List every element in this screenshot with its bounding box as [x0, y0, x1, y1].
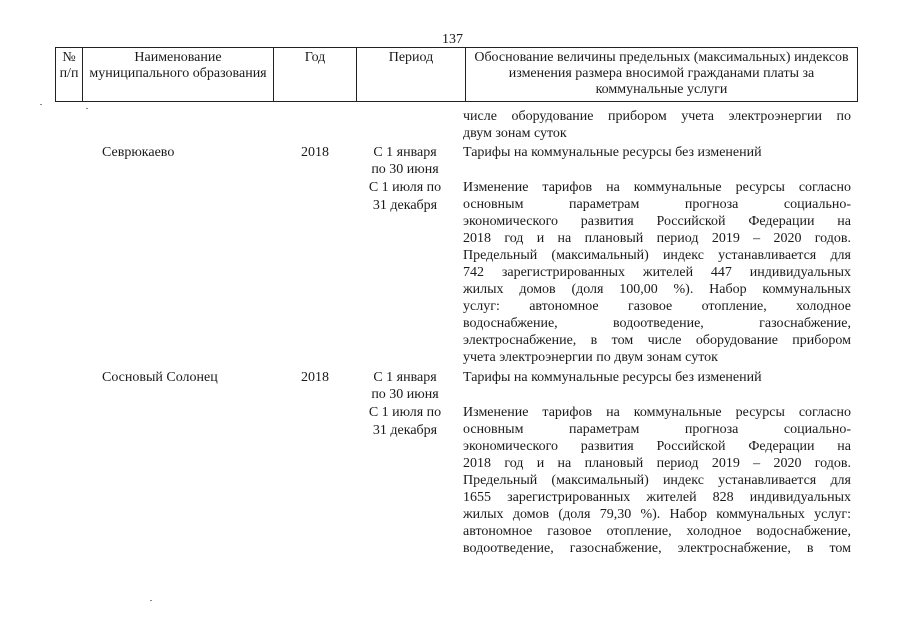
basis-line: Предельный (максимальный) индекс устанавливается для [463, 473, 851, 488]
row-period2-line: С 1 июля по [368, 405, 442, 420]
basis-line: основным параметрам прогноза социально- [463, 422, 851, 437]
row-period1-line: С 1 января [373, 145, 437, 160]
basis-line: Предельный (максимальный) индекс устанавливается для [463, 248, 851, 263]
row-period1-line: С 1 января [373, 370, 437, 385]
basis-line: жилых домов (доля 79,30 %). Набор коммунальных услуг: [463, 507, 851, 522]
row-name: Севрюкаево [102, 145, 175, 160]
basis-line: учета электроэнергии по двум зонам суток [463, 350, 718, 365]
row-period2-line: 31 декабря [372, 423, 438, 438]
row-basis2 [463, 404, 851, 557]
row-basis1: Тарифы на коммунальные ресурсы без изменений [463, 370, 762, 385]
page-number: 137 [442, 32, 463, 47]
basis-line: 2018 год и на плановый период 2019 – 2020 годов. [463, 231, 851, 246]
row-period2-line: С 1 июля по [368, 180, 442, 195]
basis-line: 1655 зарегистрированных жителей 828 индивидуальных [463, 490, 851, 505]
row-basis2 [463, 179, 851, 366]
row-year: 2018 [301, 370, 329, 385]
scan-speck [40, 104, 42, 105]
basis-line: экономического развития Российской Федерации на [463, 214, 851, 229]
basis-line: экономического развития Российской Федерации на [463, 439, 851, 454]
row-name: Сосновый Солонец [102, 370, 218, 385]
basis-line: электроснабжение, в том числе оборудование прибором [463, 333, 851, 348]
basis-line: Изменение тарифов на коммунальные ресурсы согласно [463, 405, 851, 420]
basis-line: услуг: автономное газовое отопление, холодное [463, 299, 851, 314]
row-period1-line: по 30 июня [371, 387, 439, 402]
basis-line: Изменение тарифов на коммунальные ресурсы согласно [463, 180, 851, 195]
row-period2-line: 31 декабря [372, 198, 438, 213]
row-basis1: Тарифы на коммунальные ресурсы без изменений [463, 145, 762, 160]
header-name: Наименование муниципального образования [83, 48, 274, 102]
basis-line: автономное газовое отопление, холодное водоснабжение, [463, 524, 851, 539]
row-period1-line: по 30 июня [371, 162, 439, 177]
header-period: Период [357, 48, 466, 102]
basis-line: 2018 год и на плановый период 2019 – 2020 годов. [463, 456, 851, 471]
basis-line: основным параметрам прогноза социально- [463, 197, 851, 212]
scan-speck [86, 108, 88, 109]
basis-line: водоснабжение, водоотведение, газоснабжение, [463, 316, 851, 331]
header-year: Год [274, 48, 357, 102]
table-header [55, 47, 858, 102]
row-year: 2018 [301, 145, 329, 160]
continuation-line: двум зонам суток [463, 126, 567, 141]
continuation-line: числе оборудование прибором учета электроэнергии по [463, 109, 851, 124]
header-basis: Обоснование величины предельных (максимальных) индексов изменения размера вносимой гражданами платы за коммунальные услуги [466, 48, 858, 102]
scan-speck [150, 600, 152, 601]
header-num: № п/п [56, 48, 83, 102]
basis-line: жилых домов (доля 100,00 %). Набор коммунальных [463, 282, 851, 297]
basis-line: 742 зарегистрированных жителей 447 индивидуальных [463, 265, 851, 280]
basis-line: водоотведение, газоснабжение, электроснабжение, в том [463, 541, 851, 556]
